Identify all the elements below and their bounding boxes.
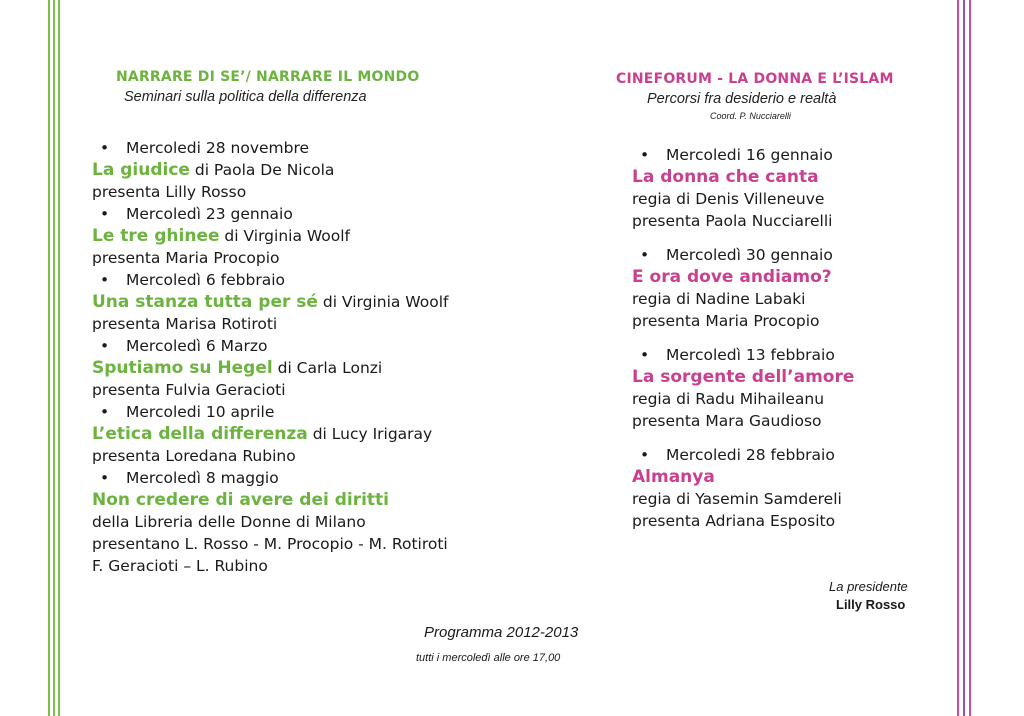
event-detail-line: presenta Maria Procopio <box>92 249 280 267</box>
event-date-row <box>92 269 448 291</box>
event-title-row <box>92 159 448 181</box>
cineforum-list <box>632 144 854 532</box>
right-section-subtitle: Percorsi fra desiderio e realtà <box>647 91 837 107</box>
border-line-left-1 <box>48 0 50 716</box>
event-detail-line: presenta Maria Procopio <box>632 312 820 330</box>
event-date-row <box>632 444 854 466</box>
event-title-row <box>92 357 448 379</box>
event-author: di Paola De Nicola <box>189 161 335 179</box>
bullet-icon: • <box>640 146 650 164</box>
list-gap <box>632 432 854 444</box>
coordinator-note: Coord. P. Nucciarelli <box>710 111 791 121</box>
event-title: La sorgente dell’amore <box>632 367 855 387</box>
bullet-icon: • <box>100 403 110 421</box>
event-detail-line: regia di Nadine Labaki <box>632 290 806 308</box>
event-title-row <box>632 166 854 188</box>
event-date: Mercoledì 30 gennaio <box>666 246 833 264</box>
event-detail-line: presenta Paola Nucciarelli <box>632 212 833 230</box>
seminar-list <box>92 137 448 577</box>
border-line-left-3 <box>58 0 60 716</box>
event-detail-line: presenta Lilly Rosso <box>92 183 247 201</box>
event-detail-line: regia di Radu Mihaileanu <box>632 390 825 408</box>
event-date: Mercoledì 13 febbraio <box>666 346 835 364</box>
bullet-icon: • <box>100 205 110 223</box>
bullet-icon: • <box>100 469 110 487</box>
event-detail-line: presenta Marisa Rotiroti <box>92 315 278 333</box>
event-date: Mercoledì 6 febbraio <box>126 271 285 289</box>
bullet-icon: • <box>640 446 650 464</box>
event-title: Non credere di avere dei diritti <box>92 490 390 510</box>
event-detail-line: presenta Mara Gaudioso <box>632 412 822 430</box>
event-detail-line: F. Geracioti – L. Rubino <box>92 557 268 575</box>
border-line-right-3 <box>969 0 971 716</box>
bullet-icon: • <box>100 139 110 157</box>
event-title: Le tre ghinee <box>92 226 220 246</box>
event-author: di Virginia Woolf <box>317 293 449 311</box>
event-detail-line: presenta Adriana Esposito <box>632 512 836 530</box>
event-title: Almanya <box>632 467 715 487</box>
bullet-icon: • <box>640 346 650 364</box>
event-detail-line: presenta Loredana Rubino <box>92 447 296 465</box>
program-schedule: tutti i mercoledì alle ore 17,00 <box>416 652 561 664</box>
event-date: Mercoledì 8 maggio <box>126 469 279 487</box>
event-date: Mercoledi 28 febbraio <box>666 446 835 464</box>
event-date: Mercoledì 23 gennaio <box>126 205 293 223</box>
event-date-row <box>632 244 854 266</box>
event-date-row <box>632 344 854 366</box>
list-gap <box>632 332 854 344</box>
event-detail-line: regia di Yasemin Samdereli <box>632 490 842 508</box>
event-title: Una stanza tutta per sé <box>92 292 318 312</box>
event-title-row <box>632 466 854 488</box>
bullet-icon: • <box>100 271 110 289</box>
event-author: di Virginia Woolf <box>219 227 351 245</box>
event-title-row <box>92 489 448 511</box>
event-date-row <box>92 401 448 423</box>
event-date-row <box>92 335 448 357</box>
event-date: Mercoledì 6 Marzo <box>126 337 268 355</box>
event-date-row <box>92 467 448 489</box>
event-author: di Lucy Irigaray <box>307 425 433 443</box>
border-line-left-2 <box>53 0 55 716</box>
event-title-row <box>632 266 854 288</box>
event-title-row <box>92 225 448 247</box>
event-date: Mercoledi 16 gennaio <box>666 146 833 164</box>
event-detail-line: presentano L. Rosso - M. Procopio - M. Rotiroti <box>92 535 448 553</box>
event-detail-line: della Libreria delle Donne di Milano <box>92 513 366 531</box>
border-line-right-2 <box>963 0 965 716</box>
event-title: La giudice <box>92 160 190 180</box>
event-title-row <box>632 366 854 388</box>
event-date-row <box>632 144 854 166</box>
bullet-icon: • <box>100 337 110 355</box>
event-detail-line: regia di Denis Villeneuve <box>632 190 825 208</box>
signature-role: La presidente <box>829 579 908 594</box>
event-title: E ora dove andiamo? <box>632 267 832 287</box>
signature-name: Lilly Rosso <box>836 597 906 612</box>
event-title: L’etica della differenza <box>92 424 308 444</box>
event-date: Mercoledi 28 novembre <box>126 139 310 157</box>
event-title-row <box>92 291 448 313</box>
right-section-title: CINEFORUM - LA DONNA E L’ISLAM <box>616 71 894 87</box>
event-author: di Carla Lonzi <box>272 359 383 377</box>
list-gap <box>632 232 854 244</box>
event-date-row <box>92 203 448 225</box>
left-section-subtitle: Seminari sulla politica della differenza <box>124 89 367 105</box>
program-year: Programma 2012-2013 <box>424 624 579 641</box>
border-line-right-1 <box>957 0 959 716</box>
event-date-row <box>92 137 448 159</box>
event-title: La donna che canta <box>632 167 819 187</box>
event-title-row <box>92 423 448 445</box>
event-detail-line: presenta Fulvia Geracioti <box>92 381 286 399</box>
event-title: Sputiamo su Hegel <box>92 358 273 378</box>
left-section-title: NARRARE DI SE’/ NARRARE IL MONDO <box>116 69 420 85</box>
event-date: Mercoledi 10 aprile <box>126 403 275 421</box>
bullet-icon: • <box>640 246 650 264</box>
